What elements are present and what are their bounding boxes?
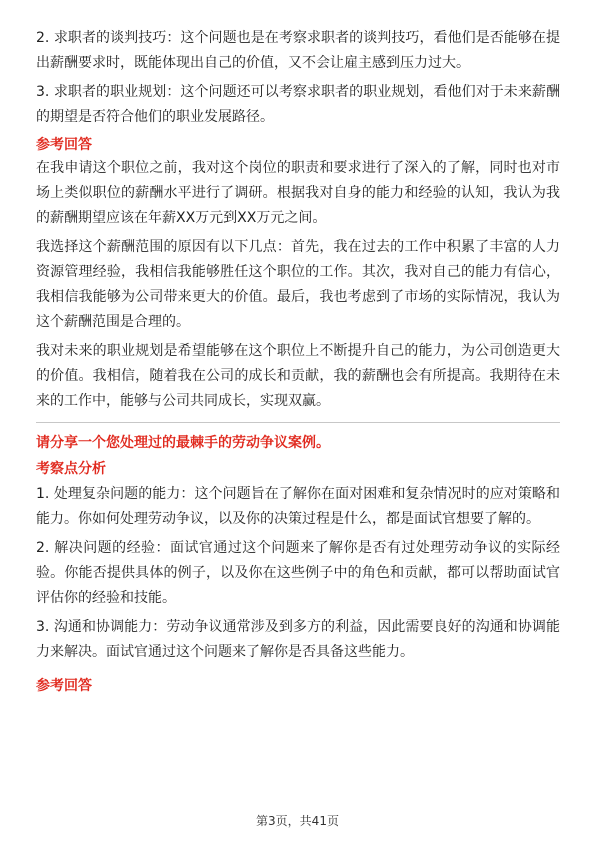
reference-answer-heading-2: 参考回答 xyxy=(36,678,92,694)
analysis-item-complex-problems: 1. 处理复杂问题的能力：这个问题旨在了解你在面对困难和复杂情况时的应对策略和能力。你如何处理劳动争议，以及你的决策过程是什么，都是面试官想要了解的。 xyxy=(36,486,560,527)
analysis-heading: 考察点分析 xyxy=(36,461,106,477)
answer-paragraph-career: 我对未来的职业规划是希望能够在这个职位上不断提升自己的能力，为公司创造更大的价值。我相信，随着我在公司的成长和贡献，我的薪酬也会有所提高。我期待在未来的工作中，能够与公司共同成长，实现双赢。 xyxy=(36,343,560,409)
page-number: 第3页，共41页 xyxy=(256,814,339,828)
page-content xyxy=(36,26,560,697)
analysis-item-negotiation: 2. 求职者的谈判技巧：这个问题也是在考察求职者的谈判技巧，看他们是否能够在提出薪酬要求时，既能体现出自己的价值，又不会让雇主感到压力过大。 xyxy=(36,30,560,71)
analysis-item-career-plan: 3. 求职者的职业规划：这个问题还可以考察求职者的职业规划，看他们对于未来薪酬的期望是否符合他们的职业发展路径。 xyxy=(36,84,560,125)
analysis-item-communication: 3. 沟通和协调能力：劳动争议通常涉及到多方的利益，因此需要良好的沟通和协调能力来解决。面试官通过这个问题来了解你是否具备这些能力。 xyxy=(36,619,560,660)
reference-answer-heading: 参考回答 xyxy=(36,137,92,153)
answer-paragraph-reasons: 我选择这个薪酬范围的原因有以下几点：首先，我在过去的工作中积累了丰富的人力资源管理经验，我相信我能够胜任这个职位的工作。其次，我对自己的能力有信心，我相信我能够为公司带来更大的价值。最后，我也考虑到了市场的实际情况，我认为这个薪酬范围是合理的。 xyxy=(36,239,560,330)
section-divider xyxy=(36,422,560,423)
question-title: 请分享一个您处理过的最棘手的劳动争议案例。 xyxy=(36,435,330,451)
answer-paragraph-research: 在我申请这个职位之前，我对这个岗位的职责和要求进行了深入的了解，同时也对市场上类似职位的薪酬水平进行了调研。根据我对自身的能力和经验的认知，我认为我的薪酬期望应该在年薪XX万元到XX万元之间。 xyxy=(36,160,560,226)
analysis-item-experience: 2. 解决问题的经验：面试官通过这个问题来了解你是否有过处理劳动争议的实际经验。你能否提供具体的例子，以及你在这些例子中的角色和贡献，都可以帮助面试官评估你的经验和技能。 xyxy=(36,540,560,606)
